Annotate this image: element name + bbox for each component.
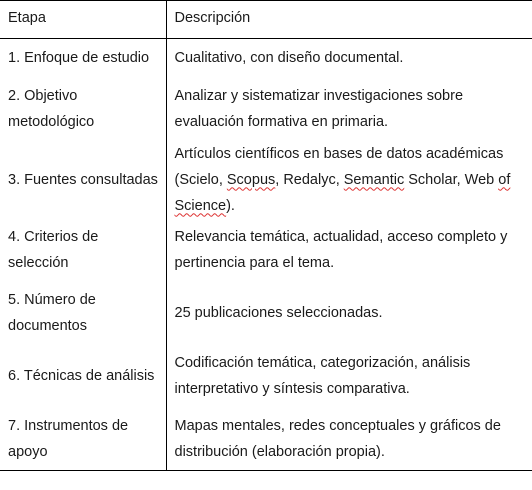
text-fragment: Artículos científicos en bases de datos académicas (Scielo, bbox=[174, 145, 504, 188]
spellcheck-flagged-word: Semantic bbox=[343, 171, 405, 188]
text-fragment: ). bbox=[226, 197, 235, 214]
descripcion-cell: 25 publicaciones seleccionadas. bbox=[174, 305, 383, 321]
etapa-cell: 6. Técnicas de análisis bbox=[0, 345, 166, 408]
descripcion-cell bbox=[166, 141, 532, 219]
etapa-cell: 7. Instrumentos de apoyo bbox=[0, 408, 166, 471]
etapa-cell: 5. Número de documentos bbox=[0, 282, 166, 345]
spellcheck-flagged-word: Science bbox=[174, 197, 227, 214]
text-fragment: , Redalyc, bbox=[275, 171, 344, 188]
header-etapa: Etapa bbox=[0, 1, 166, 39]
descripcion-cell: Mapas mentales, redes conceptuales y gráficos de distribución (elaboración propia). bbox=[166, 408, 532, 471]
table-row bbox=[0, 141, 532, 219]
table-row bbox=[0, 219, 532, 282]
descripcion-cell: Relevancia temática, actualidad, acceso completo y pertinencia para el tema. bbox=[174, 229, 508, 271]
descripcion-cell: Codificación temática, categorización, análisis interpretativo y síntesis comparativa. bbox=[174, 355, 471, 397]
descripcion-cell: Cualitativo, con diseño documental. bbox=[174, 50, 404, 67]
etapa-cell: 1. Enfoque de estudio bbox=[0, 39, 166, 78]
descripcion-cell: Analizar y sistematizar investigaciones sobre evaluación formativa en primaria. bbox=[174, 88, 464, 130]
text-fragment: Scholar, Web bbox=[404, 171, 499, 188]
table-row bbox=[0, 408, 532, 471]
spellcheck-flagged-word: Scopus bbox=[226, 171, 276, 188]
header-descripcion: Descripción bbox=[166, 1, 532, 39]
etapa-cell: 4. Criterios de selección bbox=[0, 219, 166, 282]
table-row bbox=[0, 78, 532, 141]
table-row bbox=[0, 39, 532, 78]
table-row bbox=[0, 282, 532, 345]
table-header-row bbox=[0, 1, 532, 39]
etapa-cell: 3. Fuentes consultadas bbox=[0, 141, 166, 219]
etapa-cell: 2. Objetivo metodológico bbox=[0, 78, 166, 141]
spellcheck-flagged-word: of bbox=[498, 171, 511, 188]
table-row bbox=[0, 345, 532, 408]
